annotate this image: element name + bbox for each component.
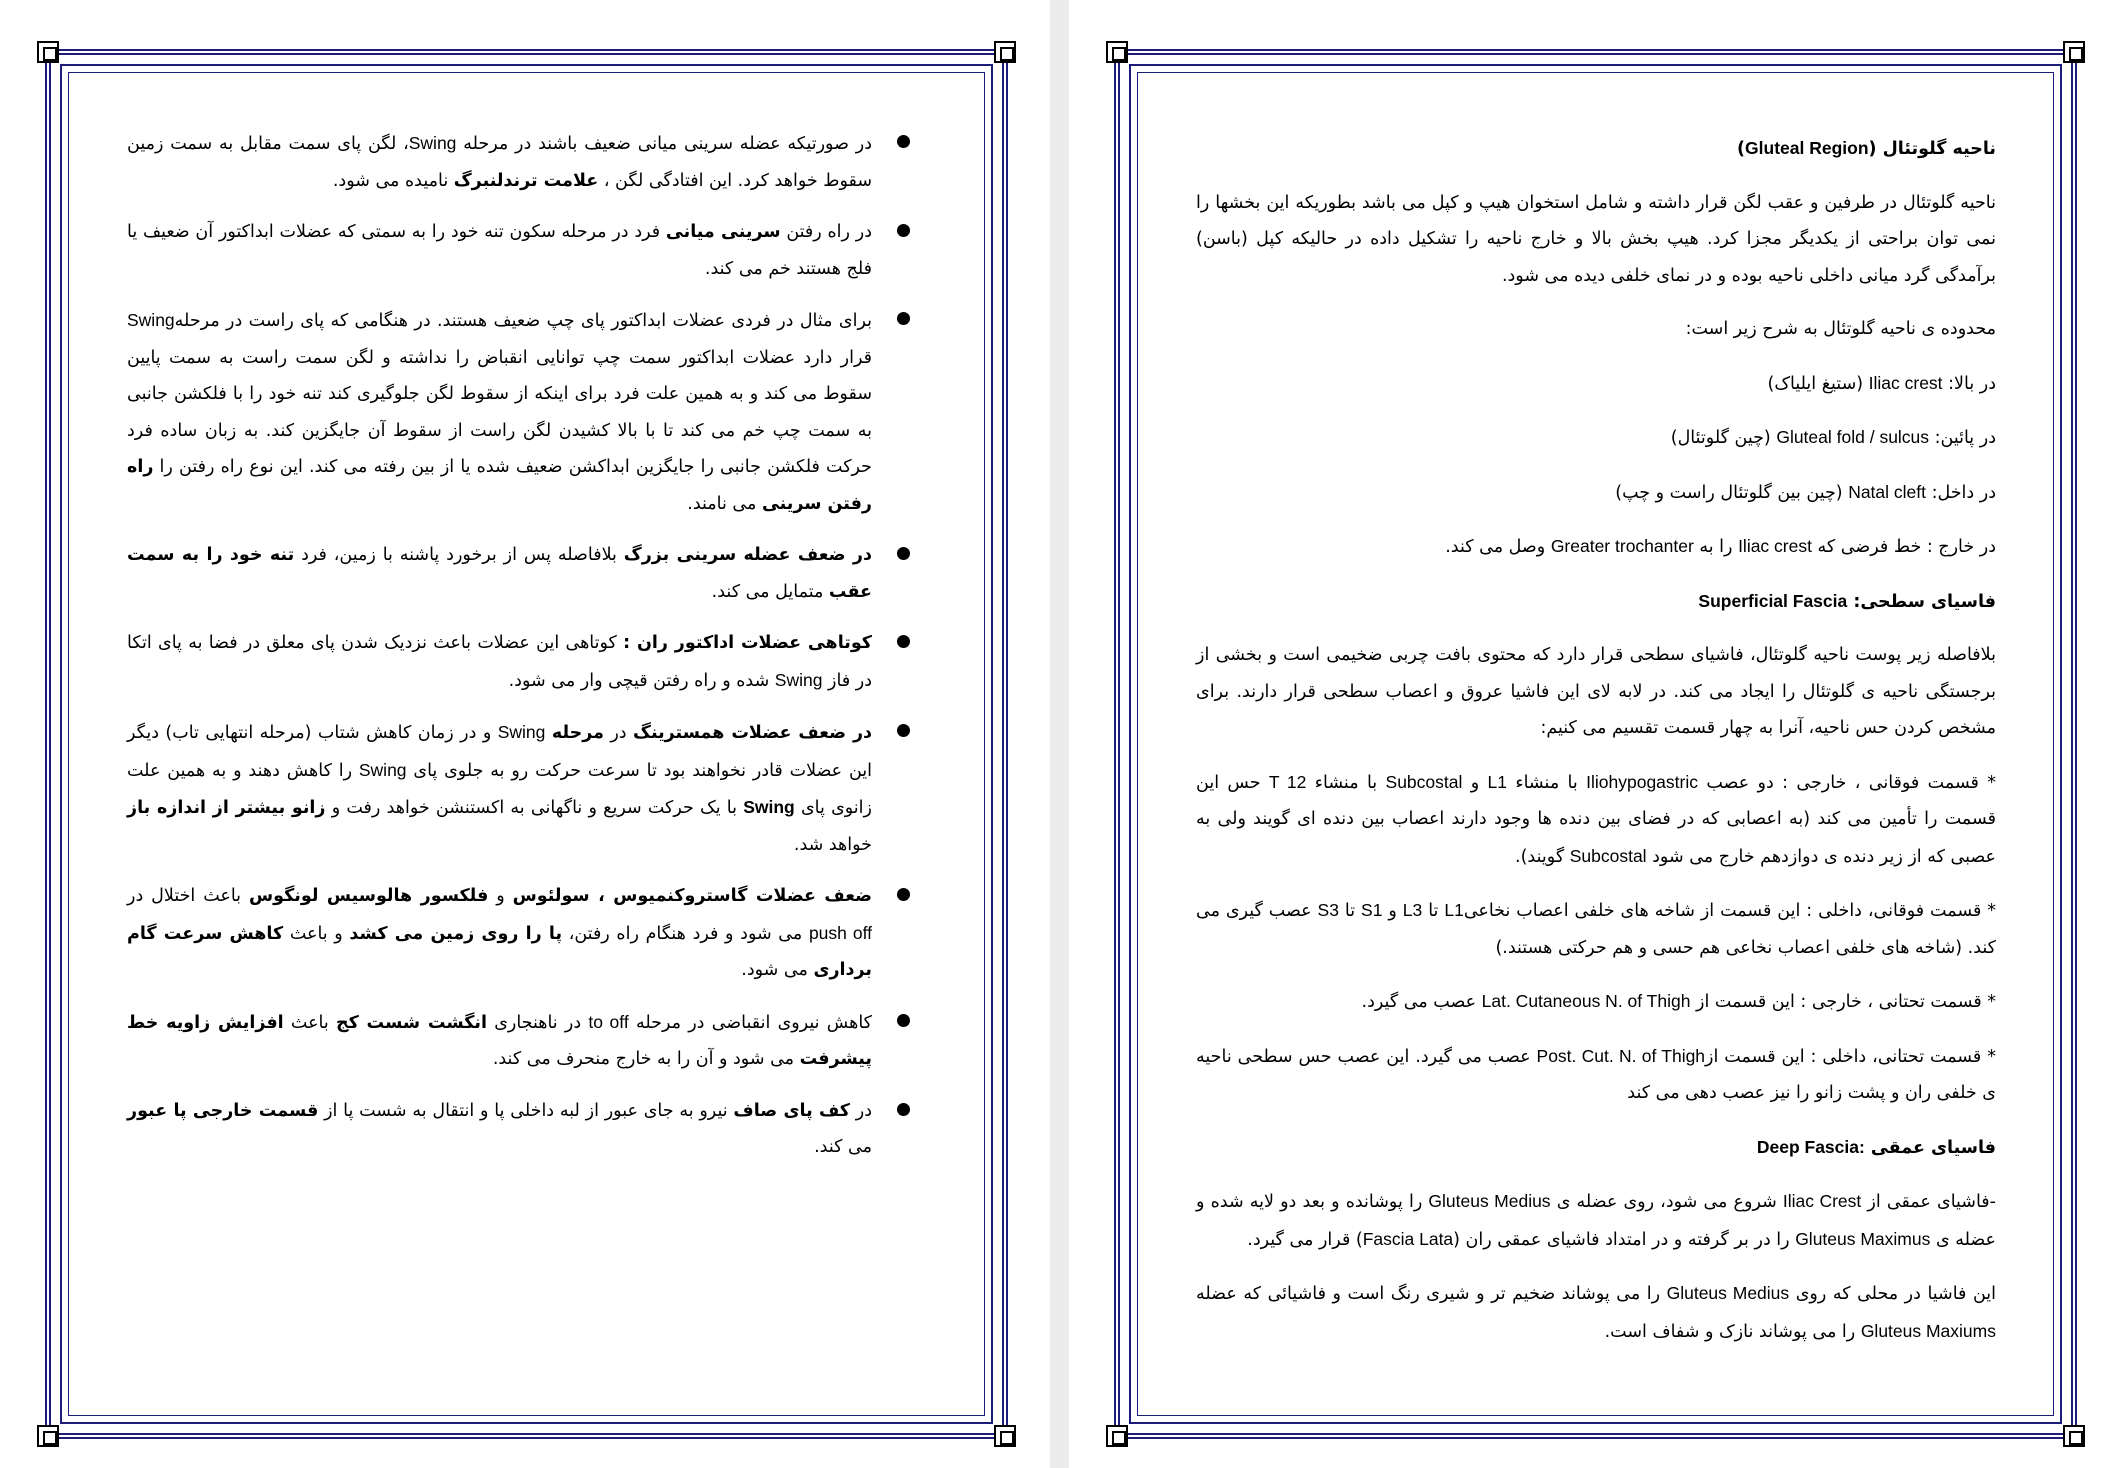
text-run: در ناهنجاری (486, 1012, 589, 1033)
paragraph (1196, 1183, 1996, 1258)
bold-text: علامت ترندلنبرگ (453, 170, 599, 191)
text-run: در صورتیکه عضله سرینی میانی ضعیف باشند در مرحله (456, 134, 872, 154)
latin-term: Iliohypogastric (1586, 771, 1698, 792)
text-run: -فاشیای عمقی از (1861, 1192, 1996, 1212)
text-run: ناحیه گلوتئال در طرفین و عقب لگن قرار داشته و شامل استخوان هیپ و کپل می باشد بطوریکه این بخشها را نمی توان براحتی از یکدیگر مجزا کرد. هیپ بخش بالا و خارج ناحیه را تشکیل داده در حالیکه کپل (باسن) برآمدگی گرد میانی داخلی ناحیه بوده و در نمای خلفی دیده می شود. (1196, 192, 1996, 286)
bullet-list (127, 125, 872, 1166)
text-run: در (603, 723, 634, 743)
latin-term: Swing (774, 669, 823, 690)
text-run: قرار دارد عضلات ابداکتور سمت چپ توانایی انقباض را نداشته و لگن سمت راست به سمت پایین سقوط می کند و به همین علت فرد برای اینکه از سقوط لگن جلوگیری کند تنه خود را با فلکشن جانبی به سمت چپ خم می کند تا با بالا کشیدن لگن راست از سقوط آن جایگزین کند. به زبان ساده فرد حرکت فلکشن جانبی را جایگزین ابداکشن ضعیف شده یا از بین رفته می کند. این نوع راه رفتن را (127, 347, 872, 477)
bullet-icon (897, 724, 910, 737)
text-run: و (1462, 772, 1488, 793)
border-corner-ornament (1106, 1425, 1128, 1447)
text-run: و (488, 886, 513, 906)
text-run: در بالا: (1942, 373, 1996, 394)
text-run: باعث اختلال در (127, 886, 249, 906)
text-run: باعث (283, 1012, 336, 1033)
latin-term: L1 (1444, 900, 1464, 920)
bullet-icon (897, 312, 910, 325)
border-corner-ornament (994, 1425, 1016, 1447)
latin-term: Gluteal Region (1745, 138, 1869, 158)
border-corner-ornament (2063, 41, 2085, 63)
latin-term: Iliac Crest (1782, 1191, 1862, 1211)
bold-text: کف پای صاف (733, 1100, 850, 1121)
bullet-icon (897, 1103, 910, 1116)
paragraph (1196, 528, 1996, 566)
document-page-right (1069, 0, 2119, 1468)
bold-text: افزایش زاویه خط پیشرفت (127, 1012, 872, 1069)
list-item (127, 1093, 872, 1166)
paragraph (1196, 1038, 1996, 1112)
section-heading (1196, 1129, 1996, 1167)
right-page-content (1196, 130, 1996, 1367)
list-item (127, 878, 872, 989)
bold-text: در ضعف عضله سرینی بزرگ (623, 545, 872, 565)
bold-text: ضعف عضلات گاستروکنمیوس ، سولئوس (512, 886, 872, 906)
bold-text: راه رفتن سرینی (127, 457, 872, 514)
text-run: بلافاصله زیر پوست ناحیه گلوتئال، فاشیای سطحی قرار دارد که محتوی بافت چربی ضخیمی است و بخشی از برجستگی ناحیه ی گلوتئال را ایجاد می کند. در لابه لای این فاشیا عروق و اعصاب سطحی قرار دارند. برای مشخص کردن حس ناحیه، آنرا به چهار قسمت تقسیم می کنیم: (1196, 645, 1996, 738)
latin-term: Gluteus Maxiums (1860, 1320, 1996, 1341)
text-run: عصب می گیرد. (1361, 992, 1482, 1012)
text-run: فرد در مرحله سکون تنه خود را به سمتی که عضلات ابداکتور آن ضعیف یا فلج هستند خم می کند. (127, 222, 872, 279)
text-run: * قسمت تحتانی، داخلی : این قسمت از (1705, 1046, 1996, 1067)
section-heading (1196, 130, 1996, 168)
latin-term: Gluteal fold / sulcus (1776, 427, 1930, 447)
text-run: را کاهش دهند و به همین علت زانوی پای (127, 760, 872, 818)
latin-term: L3 (1402, 900, 1423, 920)
text-run: با یک حرکت سریع و ناگهانی به اکستنشن خواهد رفت و (325, 798, 744, 818)
bullet-icon (897, 888, 910, 901)
text-run: عصب می گیرد. این عصب حس سطحی ناحیه ی خلفی ران و پشت زانو را نیز عصب دهی می کند (1196, 1046, 1996, 1103)
text-run: را پوشانده و بعد دو لایه شده و عضله ی (1196, 1192, 1996, 1250)
text-run: تا (1422, 901, 1445, 921)
latin-term: Iliac crest (1868, 372, 1943, 393)
text-run: محدوده ی ناحیه گلوتئال به شرح زیر است: (1685, 319, 1996, 339)
border-corner-ornament (1106, 41, 1128, 63)
text-run: نامیده می شود. (332, 170, 454, 191)
bold-text: کوتاهی عضلات اداکتور ران : (623, 633, 872, 653)
text-run: (چین گلوتئال) (1670, 428, 1777, 448)
list-item (127, 302, 872, 522)
paragraph (1196, 1275, 1996, 1350)
latin-term: Fascia Lata (1362, 1228, 1454, 1249)
latin-term: S1 (1361, 900, 1383, 920)
paragraph (1196, 419, 1996, 457)
latin-term: Deep Fascia: (1756, 1136, 1865, 1157)
list-item (127, 714, 872, 863)
text-run: (ستیغ ایلیاک) (1767, 373, 1869, 394)
latin-term: Gluteus Medius (1666, 1283, 1790, 1303)
text-run: می شود. (741, 960, 814, 980)
text-run: عصب گیری می کند. (شاخه های خلفی اعصاب نخاعی هم حسی و هم حرکتی هستند.) (1196, 901, 1996, 958)
latin-term: Swing (127, 310, 175, 330)
text-run: ) (1737, 139, 1746, 159)
text-run: می شود و فرد هنگام راه رفتن، (562, 923, 809, 944)
text-run: می نامند. (687, 493, 762, 514)
latin-term: Post. Cut. N. of Thigh (1536, 1045, 1706, 1066)
latin-term: Subcostal (1569, 845, 1647, 866)
text-run: حس این قسمت را تأمین می کند (به اعصابی که در فضای بین دنده ها وجود دارند اعصاب بین دنده ای گویند ولی به عصبی که از زیر دنده ی دوازدهم خارج می شود (1196, 772, 1996, 867)
bullet-icon (897, 635, 910, 648)
text-run: تا (1338, 901, 1362, 921)
text-run: در راه رفتن (780, 222, 872, 242)
text-run: را در بر گرفته و در امتداد فاشیای عمقی ران ( (1453, 1229, 1796, 1250)
text-run: گویند). (1515, 846, 1570, 867)
text-run: و در زمان کاهش شتاب (مرحله انتهایی تاب) دیگر این عضلات قادر نخواهند بود تا سرعت حرکت رو به جلوی پای (127, 723, 873, 781)
latin-term: T 12 (1268, 771, 1307, 792)
latin-term: push off (808, 922, 872, 943)
list-item (127, 625, 872, 699)
latin-term: Lat. Cutaneous N. of Thigh (1481, 991, 1691, 1011)
text-run: این فاشیا در محلی که روی (1789, 1284, 1996, 1304)
left-page-content (127, 125, 872, 1181)
text-run: متمایل می کند. (711, 581, 829, 602)
list-item (127, 537, 872, 610)
list-item (127, 214, 872, 287)
text-run: * قسمت فوقانی ، خارجی : دو عصب (1698, 772, 1997, 793)
text-run: خواهد شد. (793, 834, 872, 855)
bullet-icon (897, 224, 910, 237)
bullet-icon (897, 135, 910, 148)
text-run: می شود و آن را به خارج منحرف می کند. (492, 1049, 800, 1069)
text-run: را می پوشاند ضخیم تر و شیری رنگ است و فاشیائی که عضله (1196, 1284, 1667, 1304)
text-run: شروع می شود، روی عضله ی (1550, 1192, 1783, 1212)
text-run: در داخل: (1926, 482, 1996, 503)
paragraph (1196, 983, 1996, 1021)
text-run: در خارج : خط فرضی که (1811, 537, 1996, 557)
text-run: وصل می کند. (1445, 537, 1551, 557)
text-run: * قسمت تحتانی ، خارجی : این قسمت از (1690, 992, 1996, 1012)
text-run: فاسیای عمقی (1864, 1137, 1996, 1158)
border-corner-ornament (37, 41, 59, 63)
text-run: ناحیه گلوتئال ( (1868, 139, 1996, 159)
text-run: فاسیای سطحی: (1847, 591, 1996, 612)
text-run: را می پوشاند نازک و شفاف است. (1604, 1321, 1861, 1342)
latin-term: Superficial Fascia (1698, 590, 1848, 611)
text-run: با منشاء (1306, 772, 1386, 793)
paragraph (1196, 311, 1996, 348)
bold-text: فلکسور هالوسیس لونگوس (248, 886, 489, 906)
paragraph (1196, 892, 1996, 966)
latin-term: Iliac crest (1738, 536, 1812, 556)
text-run: و باعث (283, 923, 350, 944)
text-run: (چین بین گلوتئال راست و چپ) (1615, 482, 1849, 503)
page-gap (1050, 0, 1069, 1468)
border-corner-ornament (2063, 1425, 2085, 1447)
paragraph (1196, 474, 1996, 512)
bold-text: تنه خود را به سمت عقب (127, 545, 872, 602)
text-run: کاهش نیروی انقباضی در مرحله (628, 1012, 872, 1033)
bold-text: پا را روی زمین می کشد (349, 923, 563, 944)
paragraph (1196, 637, 1996, 747)
bullet-icon (897, 547, 910, 560)
latin-term: Subcostal (1385, 771, 1463, 792)
paragraph (1196, 365, 1996, 403)
bold-text: مرحله (551, 723, 604, 743)
text-run: کوتاهی این عضلات باعث نزدیک شدن پای معلق در فضا به پای اتکا در فاز (127, 633, 872, 691)
bold-text: سرینی میانی (665, 222, 781, 242)
latin-term: to off (588, 1011, 629, 1032)
latin-term: Natal cleft (1848, 481, 1926, 502)
paragraph (1196, 185, 1996, 295)
latin-term: S3 (1317, 900, 1339, 920)
bold-text: در ضعف عضلات همسترینگ (633, 723, 872, 743)
document-page-left (0, 0, 1050, 1468)
text-run: برای مثال در فردی عضلات ابداکتور پای چپ ضعیف هستند. در هنگامی که پای راست در مرحله (174, 311, 872, 331)
text-run: ) قرار می گیرد. (1247, 1229, 1363, 1250)
text-run: می کند. (814, 1137, 872, 1157)
paragraph (1196, 764, 1996, 876)
text-run: در پائین: (1929, 428, 1996, 448)
latin-term: Greater trochanter (1550, 536, 1694, 556)
latin-term: Swing (408, 133, 457, 153)
section-heading (1196, 583, 1996, 621)
text-run: بلافاصله پس از برخورد پاشنه با زمین، فرد (294, 545, 624, 565)
text-run: با منشاء (1507, 772, 1587, 793)
text-run: و (1382, 901, 1403, 921)
text-run: * قسمت فوقانی، داخلی : این قسمت از شاخه های خلفی اعصاب نخاعی (1463, 901, 1997, 921)
latin-term: Swing (743, 797, 795, 817)
latin-term: L1 (1487, 771, 1508, 792)
text-run: ، لگن پای سمت مقابل به سمت زمین سقوط خواهد کرد. این افتادگی لگن ، (127, 134, 872, 191)
latin-term: Swing (497, 722, 546, 742)
bold-text: کاهش سرعت گام برداری (127, 923, 872, 980)
bold-text: زانو بیشتر از اندازه باز (127, 798, 326, 818)
latin-term: Gluteus Medius (1428, 1191, 1551, 1211)
bold-text: انگشت شست کج (336, 1012, 487, 1033)
border-corner-ornament (37, 1425, 59, 1447)
list-item (127, 1004, 872, 1078)
latin-term: Swing (358, 759, 407, 780)
list-item (127, 125, 872, 199)
text-run: در (849, 1100, 872, 1121)
bullet-icon (897, 1014, 910, 1027)
text-run: را به (1693, 537, 1739, 557)
text-run: نیرو به جای عبور از لبه داخلی پا و انتقال به شست پا از (318, 1100, 734, 1121)
latin-term: Gluteus Maximus (1795, 1228, 1931, 1249)
border-corner-ornament (994, 41, 1016, 63)
bold-text: قسمت خارجی پا عبور (127, 1100, 319, 1121)
text-run: شده و راه رفتن قیچی وار می شود. (508, 670, 775, 691)
